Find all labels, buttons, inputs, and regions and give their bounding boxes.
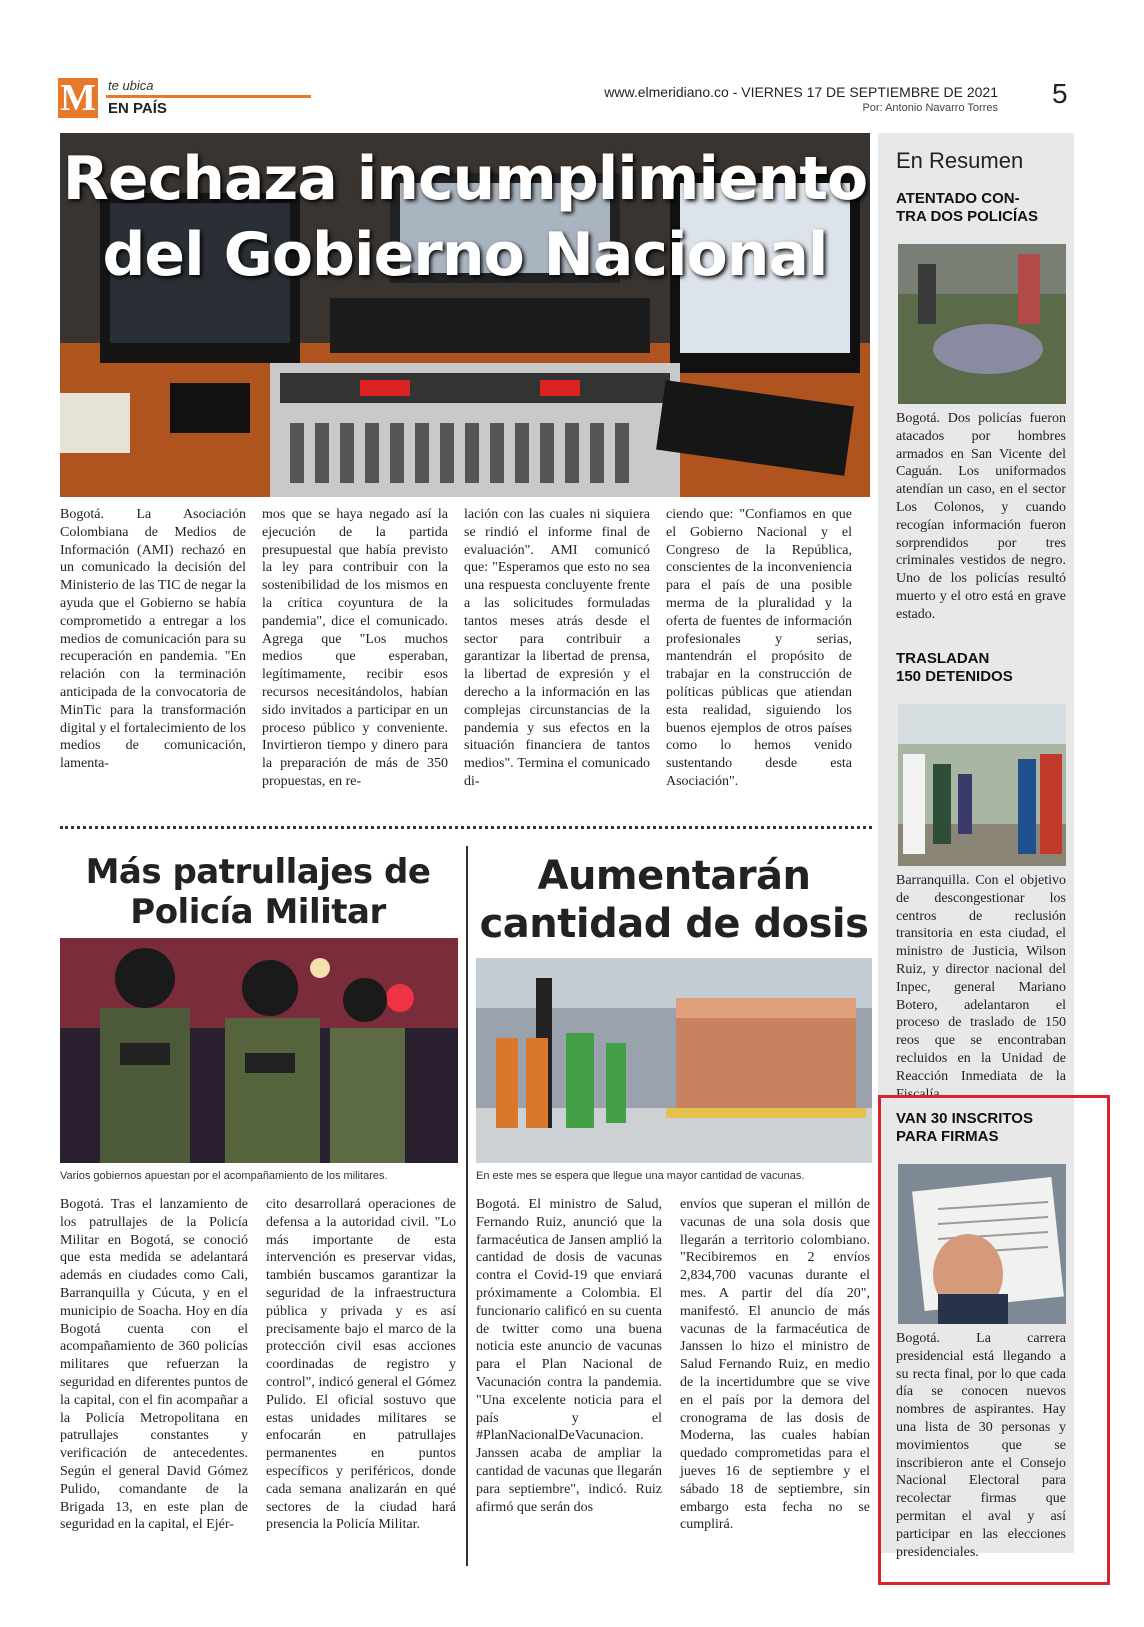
section-kicker: te ubica [108,78,154,93]
sidebar-item-2-headline [896,650,1066,686]
lead-column-3: lación con las cuales ni siquiera se rindió el informe final de evaluación". AMI comunicó que: "Esperamos que esto no sea una respuesta concluyente frente a las solicitudes formuladas tantos meses atrás desde el sector para contribuir a garantizar la libertad de prensa, la libertad de expresión y el derecho a la información en las complejas circunstancias de la pandemia y sus efectos en la situación financiera de tantos medios". Termina el comunicado di- [464,507,650,789]
story-right-caption: En este mes se espera que llegue una mayor cantidad de vacunas. [476,1170,805,1182]
sidebar-item-2-headline-line-1: TRASLADAN [896,650,990,667]
lead-column-4: ciendo que: "Confiamos en que el Gobierno Nacional y el Congreso de la República, conscientes de la inconveniencia para el país de una posible merma de la pluralidad y la oferta de fuentes de información profesionales y serias, mantendrán el propósito de trabajar en la construcción de políticas públicas que atiendan esta realidad, siguiendo los buenos ejemplos de otros países como lo hemos venido sustentando desde esta Asociación". [666,507,852,789]
lead-headline-line-2: del Gobierno Nacional [102,220,828,290]
newspaper-logo: M [58,78,98,118]
detainees-illustration [898,704,1066,866]
lead-headline-line-1: Rechaza incumplimiento [62,144,868,214]
story-right-headline-line-1: Aumentarán [537,853,811,899]
lead-column-1: Bogotá. La Asociación Colombiana de Medios de Información (AMI) rechazó en un comunicado la decisión del Ministerio de las TIC de negar la ayuda que el Gobierno se había comprometido a entregar a los medios de comunicación para su recuperación en pandemia. "En relación con la terminación anticipada de la convocatoria de MinTic para la transformación digital y el fortalecimiento de los medios de comunicación, lamenta- [60,507,246,772]
story-left-headline [60,852,456,932]
header-divider [106,95,311,98]
story-left-headline-line-1: Más patrullajes de [85,852,431,892]
soldiers-illustration [60,938,458,1163]
sidebar-item-3-text: Bogotá. La carrera presidencial está llegando a su recta final, por lo que cada día se conocen nuevos nombres de aspirantes. Hay una lista de 30 personas y movimientos que se inscribieron ante el Consejo Nacional Electoral para recolectar firmas que permitan el aval y así participar en las elecciones presidenciales. [896,1331,1066,1560]
sidebar-item-1-headline-line-2: TRA DOS POLICÍAS [896,208,1038,225]
story-right-column-2: envíos que superan el millón de vacunas de una sola dosis que llegarán a territorio colombiano. "Recibiremos en 2 envíos 2,834,700 vacunas durante el mes. A partir del día 20", manifestó. El anuncio de más vacunas de la farmacéutica de Janssen lo hizo el ministro de Salud Fernando Ruiz, en medio de la incertidumbre que se vive en el país por la demora del cronograma de las dosis de Moderna, las cuales habían quedado comprometidas para el jueves 16 de septiembre y el sábado 18 de septiembre, sin embargo esta fecha no se cumplirá. [680,1197,870,1533]
sidebar-item-3-headline-line-1: VAN 30 INSCRITOS [896,1110,1033,1127]
sidebar-item-1-photo [898,244,1066,404]
sidebar-item-1-headline [896,190,1066,226]
story-left-headline-line-2: Policía Militar [130,892,386,932]
byline: Por: Antonio Navarro Torres [862,102,998,114]
section-divider [60,826,872,830]
highlight-box [878,1095,1110,1585]
sidebar-item-3-headline-line-2: PARA FIRMAS [896,1128,999,1145]
story-right-column-1: Bogotá. El ministro de Salud, Fernando Ruiz, anunció que la farmacéutica de Jansen amplió la cantidad de dosis de vacunas contra el Covid-19 que enviará próximamente a Colombia. El funcionario calificó en su cuenta de twitter como una buena noticia este anuncio de vacunas para el Plan Nacional de Vacunación contra la pandemia. "Una excelente noticia para el país y el #PlanNacionalDeVacunacion. Janssen acaba de ampliar la cantidad de vacunas que llegarán para septiembre", indicó. Ruiz afirmó que serán dos [476,1197,662,1515]
military-police-photo [60,938,458,1163]
column-divider [466,846,468,1566]
story-left-column-2: cito desarrollará operaciones de defensa a la autoridad civil. "Lo más importante de esta intervención es preservar vidas, también buscamos garantizar la seguridad de la infraestructura pública y privada y es así precisamente bajo el marco de la protección civil esas acciones coordinadas de registro y control", indicó general el Gómez Pulido. El oficial sostuvo que estas unidades militares se enfocarán en patrullajes permanentes en puntos específicos y periféricos, donde cada semana analizarán en qué sectores de la ciudad hará presencia la Policía Militar. [266,1197,456,1533]
sidebar-item-2-text: Barranquilla. Con el objetivo de descongestionar los centros de reclusión transitoria en esta ciudad, el ministro de Justicia, Wilson Ruiz, y director nacional del Inpec, general Mariano Botero, adelantaron el proceso de traslado de 150 reos que se encontraban recluidos en la Unidad de Reacción Inmediata de la Fiscalía. [896,873,1066,1102]
story-left-column-1: Bogotá. Tras el lanzamiento de los patrullajes de la Policía Militar en Bogotá, se conoció que esta medida se adelantará además en ciudades como Cali, Barranquilla y Cúcuta, y en el municipio de Soacha. Hoy en día Bogotá cuenta con el acompañamiento de 360 policías militares que refuerzan la seguridad en diferentes puntos de la capital, con el fin acompañar a la Policía Metropolitana en patrullajes constantes y verificación de antecedentes. Según el general David Gómez Pulido, comandante de la Brigada 13, en este plan de seguridad en la capital, el Ejér- [60,1197,248,1533]
page-number: 5 [1052,78,1068,109]
warehouse-illustration [476,958,872,1163]
lead-column-2: mos que se haya negado así la ejecución de la partida presupuestal que había previsto la ley para contribuir con la sostenibilidad de los mismos en la crítica coyuntura de la pandemia", dice el comunicado. Agrega que "Los muchos medios que esperaban, legítimamente, recibir esos recursos necesitándolos, habían sido invitados a participar en un proceso público y conveniente. Invirtieron tiempo y dinero para la preparación de más de 350 propuestas, en re- [262,507,448,789]
story-right-headline [476,852,872,948]
story-right-headline-line-2: cantidad de dosis [479,901,869,947]
sidebar-item-2-photo [898,704,1066,866]
sidebar-item-1-headline-line-1: ATENTADO CON- [896,190,1020,207]
lead-photo [60,133,870,497]
lead-headline [60,141,870,293]
sidebar-item-2-headline-line-2: 150 DETENIDOS [896,668,1013,685]
crime-scene-illustration [898,244,1066,404]
vaccine-shipment-photo [476,958,872,1163]
sidebar-title: En Resumen [896,148,1024,173]
story-left-caption: Varios gobiernos apuestan por el acompañamiento de los militares. [60,1170,388,1182]
section-name: EN PAÍS [108,100,167,117]
dateline: www.elmeridiano.co - VIERNES 17 DE SEPTIEMBRE DE 2021 [604,84,998,100]
sidebar-item-1-text: Bogotá. Dos policías fueron atacados por hombres armados en San Vicente del Caguán. Los uniformados atendían un caso, en el sector Los Colonos, y cuando recogían información fueron sorprendidos por tres criminales vestidos de negro. Uno de los policías resultó muerto y el otro está en grave estado. [896,411,1066,622]
